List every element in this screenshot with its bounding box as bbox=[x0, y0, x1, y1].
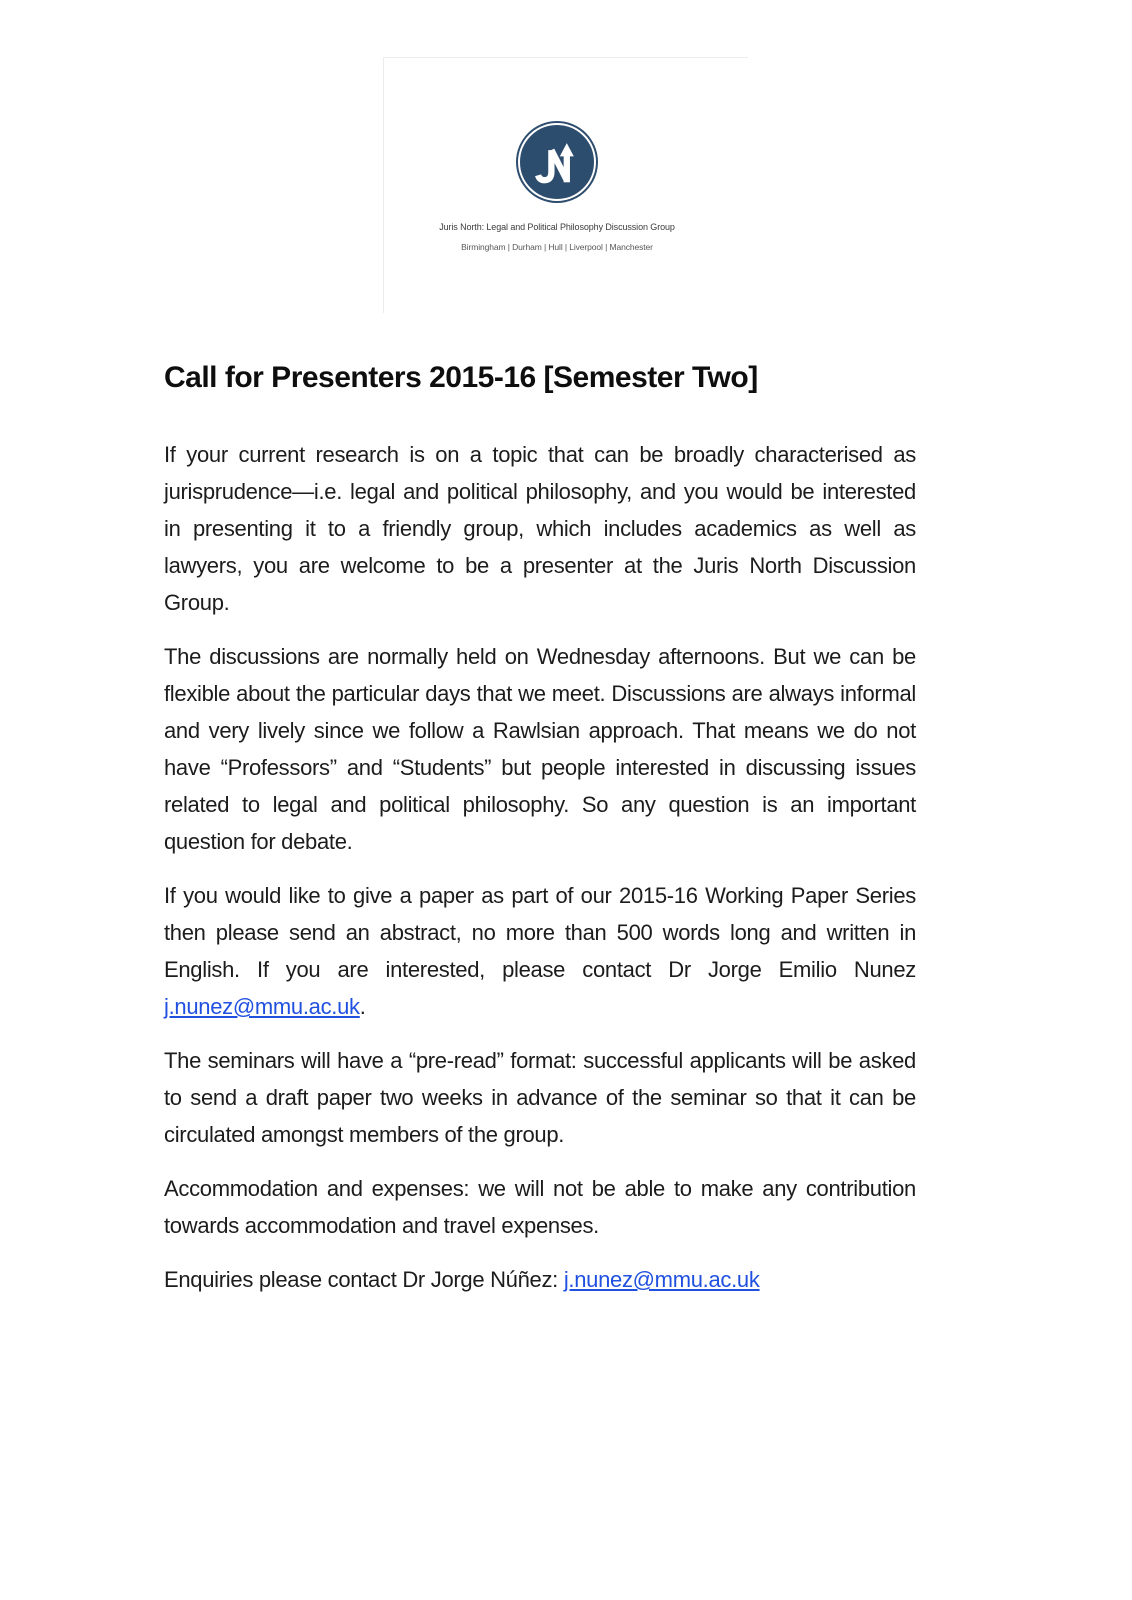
logo-title: Juris North: Legal and Political Philosophy Discussion Group bbox=[439, 222, 675, 232]
paragraph-text: Enquiries please contact Dr Jorge Núñez: bbox=[164, 1267, 564, 1292]
paragraph-text: Accommodation and expenses: we will not be able to make any contribution towards accommodation and travel expenses. bbox=[164, 1176, 916, 1238]
paragraph-intro bbox=[164, 436, 916, 621]
paragraph-discussions bbox=[164, 638, 916, 860]
paragraph-abstract bbox=[164, 877, 916, 1025]
juris-north-logo bbox=[518, 123, 596, 201]
paragraph-accommodation bbox=[164, 1170, 916, 1244]
email-link[interactable]: j.nunez@mmu.ac.uk bbox=[164, 994, 360, 1019]
logo-frame bbox=[383, 57, 748, 313]
jn-monogram-up-arrow-icon bbox=[522, 127, 592, 197]
paragraph-text: The discussions are normally held on Wednesday afternoons. But we can be flexible about the particular days that we meet. Discussions are always informal and very lively since we follow a Rawlsian approach. That means we do not have “Professors” and “Students” but people interested in discussing issues related to legal and political philosophy. So any question is an important question for debate. bbox=[164, 644, 916, 854]
paragraph-text: If your current research is on a topic that can be broadly characterised as jurisprudence—i.e. legal and political philosophy, and you would be interested in presenting it to a friendly group, which includes academics as well as lawyers, you are welcome to be a presenter at the Juris North Discussion Group. bbox=[164, 442, 916, 615]
logo-cities: Birmingham | Durham | Hull | Liverpool | Manchester bbox=[461, 242, 653, 252]
paragraph-text: If you would like to give a paper as part of our 2015-16 Working Paper Series then please send an abstract, no more than 500 words long and written in English. If you are interested, please contact Dr Jorge Emilio Nunez bbox=[164, 883, 916, 982]
paragraph-seminar-format bbox=[164, 1042, 916, 1153]
document-body bbox=[164, 360, 916, 1298]
page-title: Call for Presenters 2015-16 [Semester Two] bbox=[164, 361, 758, 394]
paragraph-enquiries bbox=[164, 1261, 916, 1298]
email-link[interactable]: j.nunez@mmu.ac.uk bbox=[563, 1267, 760, 1292]
paragraph-text: . bbox=[359, 994, 366, 1019]
paragraph-text: The seminars will have a “pre-read” format: successful applicants will be asked to send a draft paper two weeks in advance of the seminar so that it can be circulated amongst members of the group. bbox=[164, 1048, 916, 1147]
